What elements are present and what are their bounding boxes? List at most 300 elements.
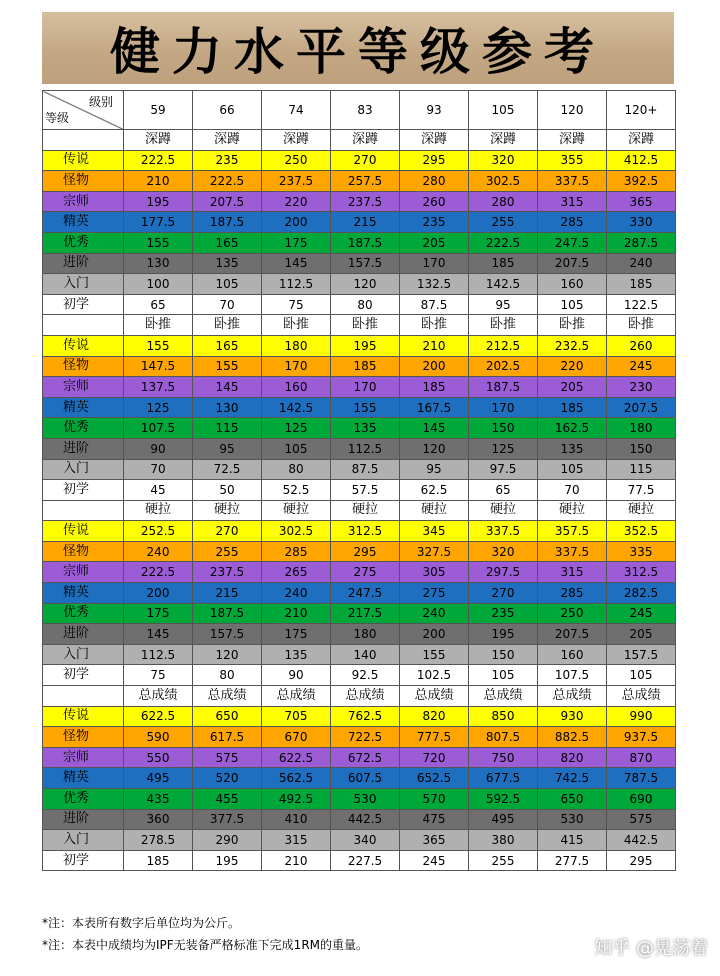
table-row	[43, 150, 676, 171]
table-row	[43, 541, 676, 562]
level-cell: 精英	[43, 397, 124, 418]
header-row	[43, 91, 676, 130]
weight-value-cell: 550	[124, 747, 193, 768]
weight-value-cell: 230	[607, 377, 676, 398]
weight-value-cell: 195	[469, 624, 538, 645]
table-row	[43, 356, 676, 377]
weight-value-cell: 622.5	[262, 747, 331, 768]
weight-value-cell: 212.5	[469, 335, 538, 356]
weight-value-cell: 672.5	[331, 747, 400, 768]
weight-value-cell: 155	[124, 232, 193, 253]
weight-value-cell: 200	[400, 624, 469, 645]
weight-value-cell: 95	[400, 459, 469, 480]
weight-value-cell: 195	[193, 850, 262, 871]
weight-value-cell: 170	[262, 356, 331, 377]
table-row	[43, 438, 676, 459]
table-row	[43, 521, 676, 542]
table-row	[43, 232, 676, 253]
weight-class-header: 59	[124, 91, 193, 130]
table-row	[43, 274, 676, 295]
weight-value-cell: 295	[607, 850, 676, 871]
weight-class-label: 级别	[88, 95, 113, 109]
weight-value-cell: 155	[193, 356, 262, 377]
subheader-blank	[43, 315, 124, 336]
weight-value-cell: 355	[538, 150, 607, 171]
weight-value-cell: 455	[193, 789, 262, 810]
weight-value-cell: 312.5	[607, 562, 676, 583]
level-cell: 怪物	[43, 727, 124, 748]
weight-value-cell: 205	[607, 624, 676, 645]
lift-name-cell: 总成绩	[262, 686, 331, 707]
weight-value-cell: 72.5	[193, 459, 262, 480]
weight-value-cell: 285	[262, 541, 331, 562]
weight-value-cell: 442.5	[331, 809, 400, 830]
weight-value-cell: 255	[469, 850, 538, 871]
weight-value-cell: 777.5	[400, 727, 469, 748]
weight-value-cell: 115	[607, 459, 676, 480]
weight-value-cell: 255	[193, 541, 262, 562]
weight-value-cell: 380	[469, 830, 538, 851]
weight-value-cell: 220	[262, 191, 331, 212]
table-row	[43, 747, 676, 768]
lift-subheader-row	[43, 500, 676, 521]
weight-value-cell: 120	[193, 644, 262, 665]
weight-value-cell: 180	[262, 335, 331, 356]
table-body	[43, 91, 676, 871]
lift-name-cell: 深蹲	[400, 130, 469, 151]
weight-value-cell: 215	[331, 212, 400, 233]
weight-value-cell: 302.5	[469, 171, 538, 192]
weight-value-cell: 345	[400, 521, 469, 542]
weight-value-cell: 185	[124, 850, 193, 871]
lift-name-cell: 卧推	[193, 315, 262, 336]
lift-name-cell: 硬拉	[607, 500, 676, 521]
weight-value-cell: 330	[607, 212, 676, 233]
weight-value-cell: 495	[124, 768, 193, 789]
lift-name-cell: 硬拉	[124, 500, 193, 521]
weight-value-cell: 220	[538, 356, 607, 377]
weight-value-cell: 120	[400, 438, 469, 459]
lift-name-cell: 卧推	[607, 315, 676, 336]
watermark: 知乎 @晃荡着	[594, 938, 708, 959]
level-cell: 传说	[43, 521, 124, 542]
weight-value-cell: 705	[262, 706, 331, 727]
lift-name-cell: 总成绩	[607, 686, 676, 707]
lift-subheader-row	[43, 686, 676, 707]
title-banner	[42, 12, 674, 84]
weight-value-cell: 185	[331, 356, 400, 377]
lift-name-cell: 深蹲	[331, 130, 400, 151]
lift-name-cell: 深蹲	[538, 130, 607, 151]
weight-value-cell: 185	[538, 397, 607, 418]
level-cell: 进阶	[43, 624, 124, 645]
level-cell: 精英	[43, 768, 124, 789]
weight-value-cell: 180	[331, 624, 400, 645]
weight-value-cell: 435	[124, 789, 193, 810]
weight-value-cell: 275	[331, 562, 400, 583]
level-cell: 初学	[43, 665, 124, 686]
weight-value-cell: 115	[193, 418, 262, 439]
weight-value-cell: 277.5	[538, 850, 607, 871]
table-row	[43, 480, 676, 501]
level-label: 等级	[45, 111, 70, 125]
weight-value-cell: 250	[262, 150, 331, 171]
weight-value-cell: 195	[124, 191, 193, 212]
weight-value-cell: 155	[124, 335, 193, 356]
weight-value-cell: 135	[262, 644, 331, 665]
level-cell: 优秀	[43, 232, 124, 253]
weight-value-cell: 70	[193, 294, 262, 315]
weight-value-cell: 195	[331, 335, 400, 356]
weight-class-header: 83	[331, 91, 400, 130]
weight-value-cell: 742.5	[538, 768, 607, 789]
weight-class-header: 120+	[607, 91, 676, 130]
weight-value-cell: 650	[193, 706, 262, 727]
weight-value-cell: 492.5	[262, 789, 331, 810]
weight-value-cell: 240	[607, 253, 676, 274]
lift-name-cell: 总成绩	[538, 686, 607, 707]
weight-value-cell: 720	[400, 747, 469, 768]
weight-value-cell: 278.5	[124, 830, 193, 851]
table-row	[43, 665, 676, 686]
weight-value-cell: 120	[331, 274, 400, 295]
weight-value-cell: 442.5	[607, 830, 676, 851]
weight-value-cell: 142.5	[469, 274, 538, 295]
weight-value-cell: 157.5	[331, 253, 400, 274]
weight-value-cell: 65	[124, 294, 193, 315]
weight-value-cell: 137.5	[124, 377, 193, 398]
weight-class-header: 74	[262, 91, 331, 130]
table-row	[43, 191, 676, 212]
weight-value-cell: 125	[469, 438, 538, 459]
weight-value-cell: 315	[538, 191, 607, 212]
weight-value-cell: 142.5	[262, 397, 331, 418]
weight-value-cell: 222.5	[469, 232, 538, 253]
weight-value-cell: 670	[262, 727, 331, 748]
level-cell: 精英	[43, 583, 124, 604]
lift-name-cell: 卧推	[538, 315, 607, 336]
weight-value-cell: 360	[124, 809, 193, 830]
level-cell: 进阶	[43, 809, 124, 830]
weight-value-cell: 320	[469, 150, 538, 171]
weight-value-cell: 295	[400, 150, 469, 171]
level-cell: 初学	[43, 850, 124, 871]
weight-value-cell: 265	[262, 562, 331, 583]
weight-value-cell: 930	[538, 706, 607, 727]
weight-value-cell: 147.5	[124, 356, 193, 377]
table-row	[43, 603, 676, 624]
weight-value-cell: 205	[538, 377, 607, 398]
table-row	[43, 644, 676, 665]
weight-value-cell: 105	[538, 294, 607, 315]
weight-value-cell: 87.5	[331, 459, 400, 480]
weight-value-cell: 150	[469, 418, 538, 439]
weight-value-cell: 937.5	[607, 727, 676, 748]
weight-value-cell: 90	[124, 438, 193, 459]
subheader-blank	[43, 500, 124, 521]
level-cell: 传说	[43, 706, 124, 727]
lift-name-cell: 总成绩	[193, 686, 262, 707]
weight-value-cell: 200	[124, 583, 193, 604]
level-cell: 宗师	[43, 562, 124, 583]
table-row	[43, 727, 676, 748]
weight-value-cell: 185	[469, 253, 538, 274]
weight-value-cell: 270	[331, 150, 400, 171]
weight-value-cell: 270	[193, 521, 262, 542]
weight-value-cell: 210	[262, 603, 331, 624]
weight-value-cell: 175	[262, 624, 331, 645]
weight-value-cell: 135	[331, 418, 400, 439]
weight-value-cell: 112.5	[124, 644, 193, 665]
weight-value-cell: 207.5	[607, 397, 676, 418]
weight-value-cell: 750	[469, 747, 538, 768]
weight-value-cell: 187.5	[331, 232, 400, 253]
weight-value-cell: 202.5	[469, 356, 538, 377]
weight-value-cell: 70	[124, 459, 193, 480]
weight-value-cell: 285	[538, 212, 607, 233]
lift-name-cell: 硬拉	[331, 500, 400, 521]
table-row	[43, 294, 676, 315]
weight-value-cell: 222.5	[193, 171, 262, 192]
weight-value-cell: 90	[262, 665, 331, 686]
weight-value-cell: 247.5	[538, 232, 607, 253]
lift-name-cell: 卧推	[124, 315, 193, 336]
weight-value-cell: 282.5	[607, 583, 676, 604]
level-cell: 宗师	[43, 747, 124, 768]
weight-value-cell: 62.5	[400, 480, 469, 501]
weight-value-cell: 722.5	[331, 727, 400, 748]
weight-value-cell: 235	[193, 150, 262, 171]
table-row	[43, 562, 676, 583]
weight-value-cell: 622.5	[124, 706, 193, 727]
weight-value-cell: 870	[607, 747, 676, 768]
weight-value-cell: 260	[607, 335, 676, 356]
level-cell: 入门	[43, 644, 124, 665]
weight-value-cell: 315	[538, 562, 607, 583]
weight-value-cell: 130	[193, 397, 262, 418]
level-cell: 入门	[43, 459, 124, 480]
weight-value-cell: 107.5	[538, 665, 607, 686]
weight-value-cell: 207.5	[538, 253, 607, 274]
footnote: *注：本表中成绩均为IPF无装备严格标准下完成1RM的重量。	[42, 938, 369, 952]
weight-value-cell: 125	[262, 418, 331, 439]
weight-value-cell: 105	[193, 274, 262, 295]
grade-table	[42, 90, 676, 871]
subheader-blank	[43, 130, 124, 151]
weight-value-cell: 415	[538, 830, 607, 851]
table-row	[43, 377, 676, 398]
weight-value-cell: 677.5	[469, 768, 538, 789]
lift-name-cell: 卧推	[262, 315, 331, 336]
weight-value-cell: 410	[262, 809, 331, 830]
weight-value-cell: 245	[607, 356, 676, 377]
weight-value-cell: 787.5	[607, 768, 676, 789]
weight-value-cell: 165	[193, 335, 262, 356]
weight-value-cell: 75	[262, 294, 331, 315]
weight-value-cell: 222.5	[124, 150, 193, 171]
weight-value-cell: 80	[331, 294, 400, 315]
weight-value-cell: 217.5	[331, 603, 400, 624]
weight-value-cell: 180	[607, 418, 676, 439]
weight-value-cell: 210	[124, 171, 193, 192]
table-row	[43, 418, 676, 439]
weight-value-cell: 352.5	[607, 521, 676, 542]
weight-value-cell: 157.5	[193, 624, 262, 645]
weight-value-cell: 245	[400, 850, 469, 871]
weight-value-cell: 175	[124, 603, 193, 624]
weight-value-cell: 177.5	[124, 212, 193, 233]
table-row	[43, 830, 676, 851]
weight-value-cell: 207.5	[538, 624, 607, 645]
weight-value-cell: 132.5	[400, 274, 469, 295]
table-row	[43, 624, 676, 645]
weight-value-cell: 145	[193, 377, 262, 398]
weight-value-cell: 260	[400, 191, 469, 212]
table-row	[43, 789, 676, 810]
weight-value-cell: 232.5	[538, 335, 607, 356]
weight-value-cell: 145	[400, 418, 469, 439]
weight-value-cell: 315	[262, 830, 331, 851]
header-corner	[43, 91, 124, 130]
table-row	[43, 583, 676, 604]
weight-value-cell: 570	[400, 789, 469, 810]
weight-value-cell: 255	[469, 212, 538, 233]
lift-name-cell: 硬拉	[193, 500, 262, 521]
weight-value-cell: 650	[538, 789, 607, 810]
weight-value-cell: 165	[193, 232, 262, 253]
page-title: 健力水平等级参考	[110, 22, 606, 81]
weight-value-cell: 575	[193, 747, 262, 768]
level-cell: 怪物	[43, 356, 124, 377]
weight-value-cell: 150	[607, 438, 676, 459]
lift-name-cell: 深蹲	[469, 130, 538, 151]
table-row	[43, 171, 676, 192]
lift-name-cell: 卧推	[400, 315, 469, 336]
weight-value-cell: 392.5	[607, 171, 676, 192]
lift-name-cell: 卧推	[331, 315, 400, 336]
lift-name-cell: 深蹲	[607, 130, 676, 151]
weight-value-cell: 112.5	[262, 274, 331, 295]
weight-value-cell: 290	[193, 830, 262, 851]
weight-value-cell: 327.5	[400, 541, 469, 562]
weight-value-cell: 357.5	[538, 521, 607, 542]
level-cell: 宗师	[43, 191, 124, 212]
weight-value-cell: 652.5	[400, 768, 469, 789]
weight-value-cell: 157.5	[607, 644, 676, 665]
weight-value-cell: 302.5	[262, 521, 331, 542]
weight-value-cell: 820	[400, 706, 469, 727]
weight-value-cell: 185	[607, 274, 676, 295]
weight-value-cell: 807.5	[469, 727, 538, 748]
table-row	[43, 706, 676, 727]
weight-value-cell: 237.5	[262, 171, 331, 192]
level-cell: 入门	[43, 274, 124, 295]
weight-value-cell: 145	[124, 624, 193, 645]
weight-value-cell: 245	[607, 603, 676, 624]
lift-name-cell: 深蹲	[124, 130, 193, 151]
weight-value-cell: 125	[124, 397, 193, 418]
weight-value-cell: 280	[400, 171, 469, 192]
weight-value-cell: 105	[262, 438, 331, 459]
weight-value-cell: 215	[193, 583, 262, 604]
weight-value-cell: 990	[607, 706, 676, 727]
weight-value-cell: 270	[469, 583, 538, 604]
weight-value-cell: 412.5	[607, 150, 676, 171]
table-row	[43, 335, 676, 356]
weight-value-cell: 65	[469, 480, 538, 501]
weight-value-cell: 57.5	[331, 480, 400, 501]
weight-value-cell: 227.5	[331, 850, 400, 871]
weight-value-cell: 170	[331, 377, 400, 398]
lift-name-cell: 总成绩	[331, 686, 400, 707]
weight-value-cell: 70	[538, 480, 607, 501]
level-cell: 传说	[43, 335, 124, 356]
weight-value-cell: 100	[124, 274, 193, 295]
table-row	[43, 768, 676, 789]
lift-name-cell: 深蹲	[193, 130, 262, 151]
weight-value-cell: 240	[400, 603, 469, 624]
table-row	[43, 212, 676, 233]
weight-value-cell: 155	[400, 644, 469, 665]
weight-value-cell: 107.5	[124, 418, 193, 439]
weight-value-cell: 105	[607, 665, 676, 686]
weight-value-cell: 337.5	[538, 541, 607, 562]
weight-value-cell: 80	[262, 459, 331, 480]
weight-value-cell: 175	[262, 232, 331, 253]
weight-value-cell: 45	[124, 480, 193, 501]
weight-value-cell: 495	[469, 809, 538, 830]
weight-value-cell: 252.5	[124, 521, 193, 542]
weight-value-cell: 187.5	[193, 603, 262, 624]
weight-value-cell: 365	[607, 191, 676, 212]
weight-value-cell: 92.5	[331, 665, 400, 686]
level-cell: 初学	[43, 480, 124, 501]
weight-value-cell: 305	[400, 562, 469, 583]
weight-value-cell: 320	[469, 541, 538, 562]
weight-value-cell: 162.5	[538, 418, 607, 439]
weight-value-cell: 592.5	[469, 789, 538, 810]
level-cell: 进阶	[43, 438, 124, 459]
weight-value-cell: 87.5	[400, 294, 469, 315]
footnotes	[42, 912, 368, 956]
lift-name-cell: 深蹲	[262, 130, 331, 151]
level-cell: 优秀	[43, 603, 124, 624]
weight-value-cell: 240	[124, 541, 193, 562]
weight-value-cell: 187.5	[193, 212, 262, 233]
weight-value-cell: 247.5	[331, 583, 400, 604]
level-cell: 宗师	[43, 377, 124, 398]
level-cell: 怪物	[43, 171, 124, 192]
weight-value-cell: 205	[400, 232, 469, 253]
lift-subheader-row	[43, 130, 676, 151]
lift-name-cell: 硬拉	[469, 500, 538, 521]
lift-name-cell: 总成绩	[124, 686, 193, 707]
weight-value-cell: 690	[607, 789, 676, 810]
level-cell: 精英	[43, 212, 124, 233]
weight-value-cell: 170	[469, 397, 538, 418]
level-cell: 优秀	[43, 418, 124, 439]
weight-value-cell: 297.5	[469, 562, 538, 583]
weight-value-cell: 235	[469, 603, 538, 624]
level-cell: 进阶	[43, 253, 124, 274]
weight-value-cell: 607.5	[331, 768, 400, 789]
weight-value-cell: 97.5	[469, 459, 538, 480]
level-cell: 初学	[43, 294, 124, 315]
weight-value-cell: 240	[262, 583, 331, 604]
weight-class-header: 93	[400, 91, 469, 130]
weight-value-cell: 285	[538, 583, 607, 604]
weight-value-cell: 75	[124, 665, 193, 686]
